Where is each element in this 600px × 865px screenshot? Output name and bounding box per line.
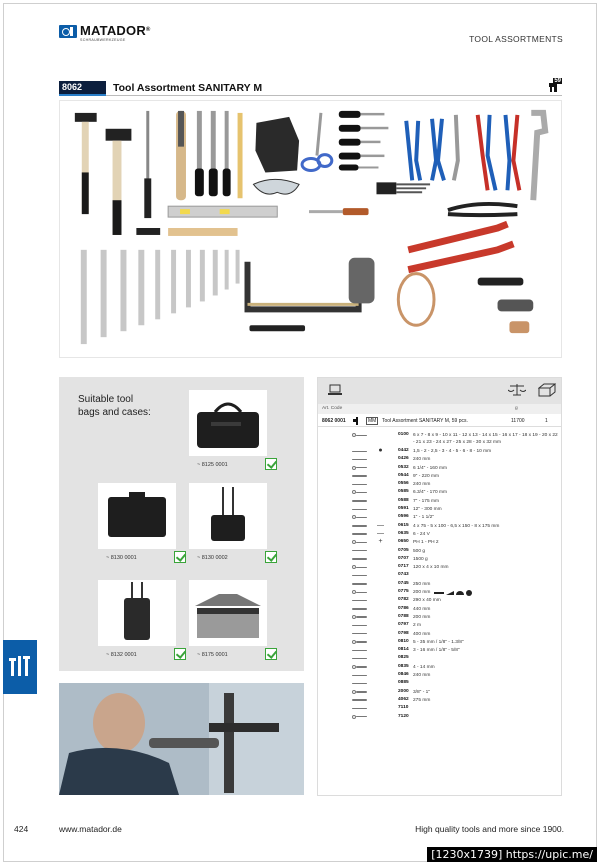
article-code: 0814	[398, 647, 409, 653]
article-code: 0100	[398, 432, 409, 437]
table-header	[318, 378, 561, 404]
matador-logo	[59, 23, 151, 42]
article-code: 0596	[398, 514, 409, 520]
page-number: 424	[14, 824, 29, 834]
article-code: 0825	[398, 655, 409, 661]
article-spec: 1" - 1 1/2"	[413, 515, 435, 521]
table-subheader: Art. Code g	[318, 404, 561, 414]
tool-bag-icon	[189, 390, 267, 456]
product-title: Tool Assortment SANITARY M	[113, 82, 263, 94]
table-row	[318, 522, 561, 530]
tool-thumbnail-icon	[352, 665, 367, 669]
blade-shapes-icon	[434, 590, 472, 596]
article-spec: 4 - 14 mm	[413, 664, 435, 670]
piece-count-badge: 59	[554, 78, 561, 84]
article-code: 0835	[398, 663, 409, 669]
tip-type-marker: +	[378, 538, 383, 546]
box-icon	[538, 383, 556, 397]
tool-thumbnail-icon	[352, 623, 367, 627]
check-icon	[265, 551, 277, 563]
brand-subtitle: SCHRAUBWERKZEUGE	[80, 38, 126, 42]
article-code: 0786	[398, 605, 409, 611]
table-row	[318, 464, 561, 472]
article-code: 0775	[398, 589, 409, 595]
table-row	[318, 605, 561, 613]
article-code: 0743	[398, 572, 409, 578]
adjustable-wrench-icon	[531, 113, 545, 200]
section-label: TOOL ASSORTMENTS	[469, 34, 563, 44]
tool-thumbnail-icon	[352, 532, 367, 536]
table-row	[318, 713, 561, 721]
table-row	[318, 663, 561, 671]
table-row	[318, 555, 561, 563]
tool-thumbnail-icon	[352, 590, 367, 594]
article-code: 0846	[398, 672, 409, 678]
tool-thumbnail-icon	[352, 615, 367, 619]
tool-thumbnail-icon	[352, 607, 367, 611]
hex-key-set-icon	[376, 182, 430, 194]
article-spec: 290 x 40 mm	[413, 598, 441, 604]
chisel-icon	[136, 111, 160, 235]
product-image	[59, 100, 562, 358]
bag-option[interactable]: ~ 8130 0002	[189, 483, 267, 561]
piece-count-icon	[353, 417, 361, 425]
article-code: 0544	[398, 472, 409, 478]
tool-thumbnail-icon	[352, 673, 367, 677]
tool-thumbnail-icon	[352, 698, 367, 702]
article-spec: 240 mm	[413, 673, 431, 679]
table-row	[318, 563, 561, 571]
article-code: 0717	[398, 564, 409, 570]
slogan: High quality tools and more since 1900.	[415, 824, 564, 834]
tool-thumbnail-icon	[352, 449, 367, 453]
article-code: 2000	[398, 688, 409, 694]
table-row	[318, 638, 561, 646]
article-code: 4062	[398, 696, 409, 702]
article-spec: 2 m	[413, 623, 421, 629]
article-spec: PH 1 - PH 2	[413, 540, 439, 546]
bag-option[interactable]: ~ 8130 0001	[98, 483, 176, 561]
table-row	[318, 679, 561, 687]
article-code: 0426	[398, 456, 409, 462]
table-row	[318, 455, 561, 463]
table-row	[318, 646, 561, 654]
article-spec: 1,5 - 2 - 2,5 - 3 - 4 - 5 - 6 - 8 - 10 mm	[413, 449, 492, 454]
table-row	[318, 688, 561, 696]
pipe-cutter-icon	[478, 278, 534, 334]
table-row	[318, 630, 561, 638]
tool-thumbnail-icon	[352, 648, 367, 652]
article-code: 0782	[398, 597, 409, 603]
tool-thumbnail-icon	[352, 706, 367, 710]
tool-thumbnail-icon	[352, 457, 367, 461]
table-row	[318, 505, 561, 513]
tip-type-marker: —	[377, 529, 384, 537]
watermark: [1230x1739] https://upic.me/	[427, 847, 597, 862]
tool-thumbnail-icon	[352, 549, 367, 553]
wire-brush-icon	[176, 111, 186, 200]
article-code: 7110	[398, 705, 409, 711]
table-row	[318, 447, 561, 455]
tool-thumbnail-icon	[352, 490, 367, 494]
table-row	[318, 671, 561, 679]
table-row	[318, 696, 561, 704]
gloves-icon	[255, 117, 299, 173]
tool-thumbnail-icon	[352, 681, 367, 685]
article-code: 0810	[398, 638, 409, 644]
brand-name: MATADOR®	[80, 23, 151, 38]
tool-thumbnail-icon	[352, 433, 367, 437]
flashlight-icon	[249, 325, 305, 331]
open-end-wrench-set-icon	[81, 250, 240, 344]
tip-type-marker: —	[377, 521, 384, 529]
article-spec: 240 mm	[413, 482, 431, 488]
pencil-icon	[238, 113, 243, 198]
strap-wrench-icon	[398, 274, 434, 326]
table-row	[318, 596, 561, 604]
article-code: 0885	[398, 680, 409, 686]
tool-thumbnail-icon	[352, 715, 367, 719]
article-spec: 200 mm	[413, 614, 431, 620]
tool-thumbnail-icon	[352, 598, 367, 602]
article-code: 0615	[398, 522, 409, 528]
weight-scale-icon	[508, 383, 526, 397]
tool-thumbnail-icon	[352, 515, 367, 519]
article-code: 0798	[398, 630, 409, 636]
article-code: 0588	[398, 497, 409, 503]
article-code: 0650	[398, 539, 409, 545]
article-code: 0532	[398, 464, 409, 470]
knife-icon	[309, 208, 369, 215]
check-icon	[174, 551, 186, 563]
table-row	[318, 547, 561, 555]
tool-thumbnail-icon	[352, 540, 367, 544]
product-title-bar	[59, 78, 562, 96]
tools-icon	[3, 640, 37, 694]
tool-thumbnail-icon	[352, 507, 367, 511]
trolley-icon	[98, 580, 176, 646]
article-spec: 1500 g	[413, 556, 428, 562]
article-code: 0705	[398, 547, 409, 553]
article-spec: 6 x 7 - 8 x 9 - 10 x 11 - 12 x 13 - 14 x 15 - 16 x 17 - 18 x 19 - 20 x 22 - 21 x 23 - 24 x 27 - 25 x 28 - 30 x 32 mm	[413, 433, 558, 445]
scissors-icon	[302, 113, 332, 171]
article-code: 0635	[398, 530, 409, 536]
article-spec: 440 mm	[413, 606, 431, 612]
article-spec: 3 - 16 mm / 1/8" - 5/8"	[413, 648, 460, 654]
plumber-photo	[59, 683, 304, 795]
table-row	[318, 704, 561, 712]
pincers-icon	[448, 204, 517, 215]
tool-thumbnail-icon	[352, 557, 367, 561]
table-row	[318, 513, 561, 521]
bag-option[interactable]: ~ 8125 0001	[189, 390, 267, 468]
set-row: 8062 0001 MM Tool Assortment SANITARY M, 59 pcs. 11700 1	[318, 415, 561, 427]
contents-table	[317, 377, 562, 796]
table-row	[318, 431, 561, 447]
table-row	[318, 588, 561, 596]
suitable-bags-panel	[59, 377, 304, 671]
article-code: 0556	[398, 481, 409, 487]
article-spec: 6 1/4" - 160 mm	[413, 465, 447, 471]
table-row	[318, 530, 561, 538]
tool-thumbnail-icon	[352, 640, 367, 644]
category-tab[interactable]	[3, 640, 37, 694]
article-spec: 12" - 300 mm	[413, 507, 442, 513]
pliers-icon	[406, 115, 519, 190]
bags-heading: Suitable tool bags and cases:	[78, 394, 151, 418]
tip-type-marker: ●	[378, 447, 383, 454]
article-number: 8062	[59, 81, 106, 94]
article-code: 0788	[398, 613, 409, 619]
tool-thumbnail-icon	[352, 656, 367, 660]
bag-option[interactable]: ~ 8132 0001	[98, 580, 176, 658]
article-code: 0707	[398, 555, 409, 561]
article-spec: 9" - 220 mm	[413, 473, 439, 479]
table-row	[318, 538, 561, 546]
screwdriver-set-icon	[339, 111, 389, 171]
check-icon	[265, 648, 277, 660]
website-link[interactable]: www.matador.de	[59, 824, 122, 834]
table-row	[318, 613, 561, 621]
bag-option[interactable]: ~ 8175 0001	[189, 580, 267, 658]
article-number-stripe	[59, 94, 106, 96]
article-spec: 120 x 4 x 10 mm	[413, 565, 449, 571]
laptop-icon	[328, 384, 342, 396]
article-spec: 6 - 24 V	[413, 531, 430, 537]
tool-thumbnail-icon	[352, 482, 367, 486]
table-row	[318, 571, 561, 579]
article-spec: 3/8" - 1"	[413, 689, 431, 695]
article-spec: 275 mm	[413, 697, 431, 703]
table-row	[318, 654, 561, 662]
tool-thumbnail-icon	[352, 690, 367, 694]
article-spec: 250 mm	[413, 581, 431, 587]
article-spec: 500 g	[413, 548, 426, 554]
tool-thumbnail-icon	[352, 499, 367, 503]
safety-goggles-icon	[253, 179, 299, 194]
tool-thumbnail-icon	[352, 474, 367, 478]
table-row	[318, 580, 561, 588]
article-code: 0591	[398, 506, 409, 512]
article-spec: 400 mm	[413, 631, 431, 637]
article-spec: 5 - 35 mm / 1/8" - 1.3/8"	[413, 639, 464, 645]
article-spec: 7" - 175 mm	[413, 498, 439, 504]
article-spec: 240 mm	[413, 457, 431, 463]
article-code: 0797	[398, 622, 409, 628]
check-icon	[174, 648, 186, 660]
tool-case-icon	[98, 483, 176, 549]
matador-logo-icon	[59, 25, 77, 38]
spirit-level-icon	[168, 206, 277, 236]
tool-thumbnail-icon	[352, 632, 367, 636]
table-row	[318, 472, 561, 480]
article-code: 0745	[398, 580, 409, 586]
table-row	[318, 480, 561, 488]
table-row	[318, 488, 561, 496]
article-code: 0442	[398, 448, 409, 453]
trolley-case-icon	[189, 483, 267, 549]
check-icon	[265, 458, 277, 470]
article-spec: 6.3/4" - 170 mm	[413, 490, 447, 496]
article-code: 0585	[398, 489, 409, 495]
hacksaw-icon	[247, 258, 374, 310]
tool-thumbnail-icon	[352, 573, 367, 577]
hammer-icon	[75, 113, 132, 235]
table-row	[318, 497, 561, 505]
tool-thumbnail-icon	[352, 466, 367, 470]
pipe-wrench-icon	[408, 224, 513, 270]
article-spec: 200 mm	[413, 590, 431, 596]
tool-thumbnail-icon	[352, 524, 367, 528]
article-spec: 4 x 75 - 5 x 100 - 6,5 x 150 - 8 x 175 mm	[413, 523, 500, 529]
tool-thumbnail-icon	[352, 582, 367, 586]
article-code: 7120	[398, 713, 409, 719]
tool-thumbnail-icon	[352, 565, 367, 569]
tool-box-icon	[189, 580, 267, 646]
contents-rows	[318, 431, 561, 721]
table-row	[318, 621, 561, 629]
file-icon	[195, 111, 231, 196]
